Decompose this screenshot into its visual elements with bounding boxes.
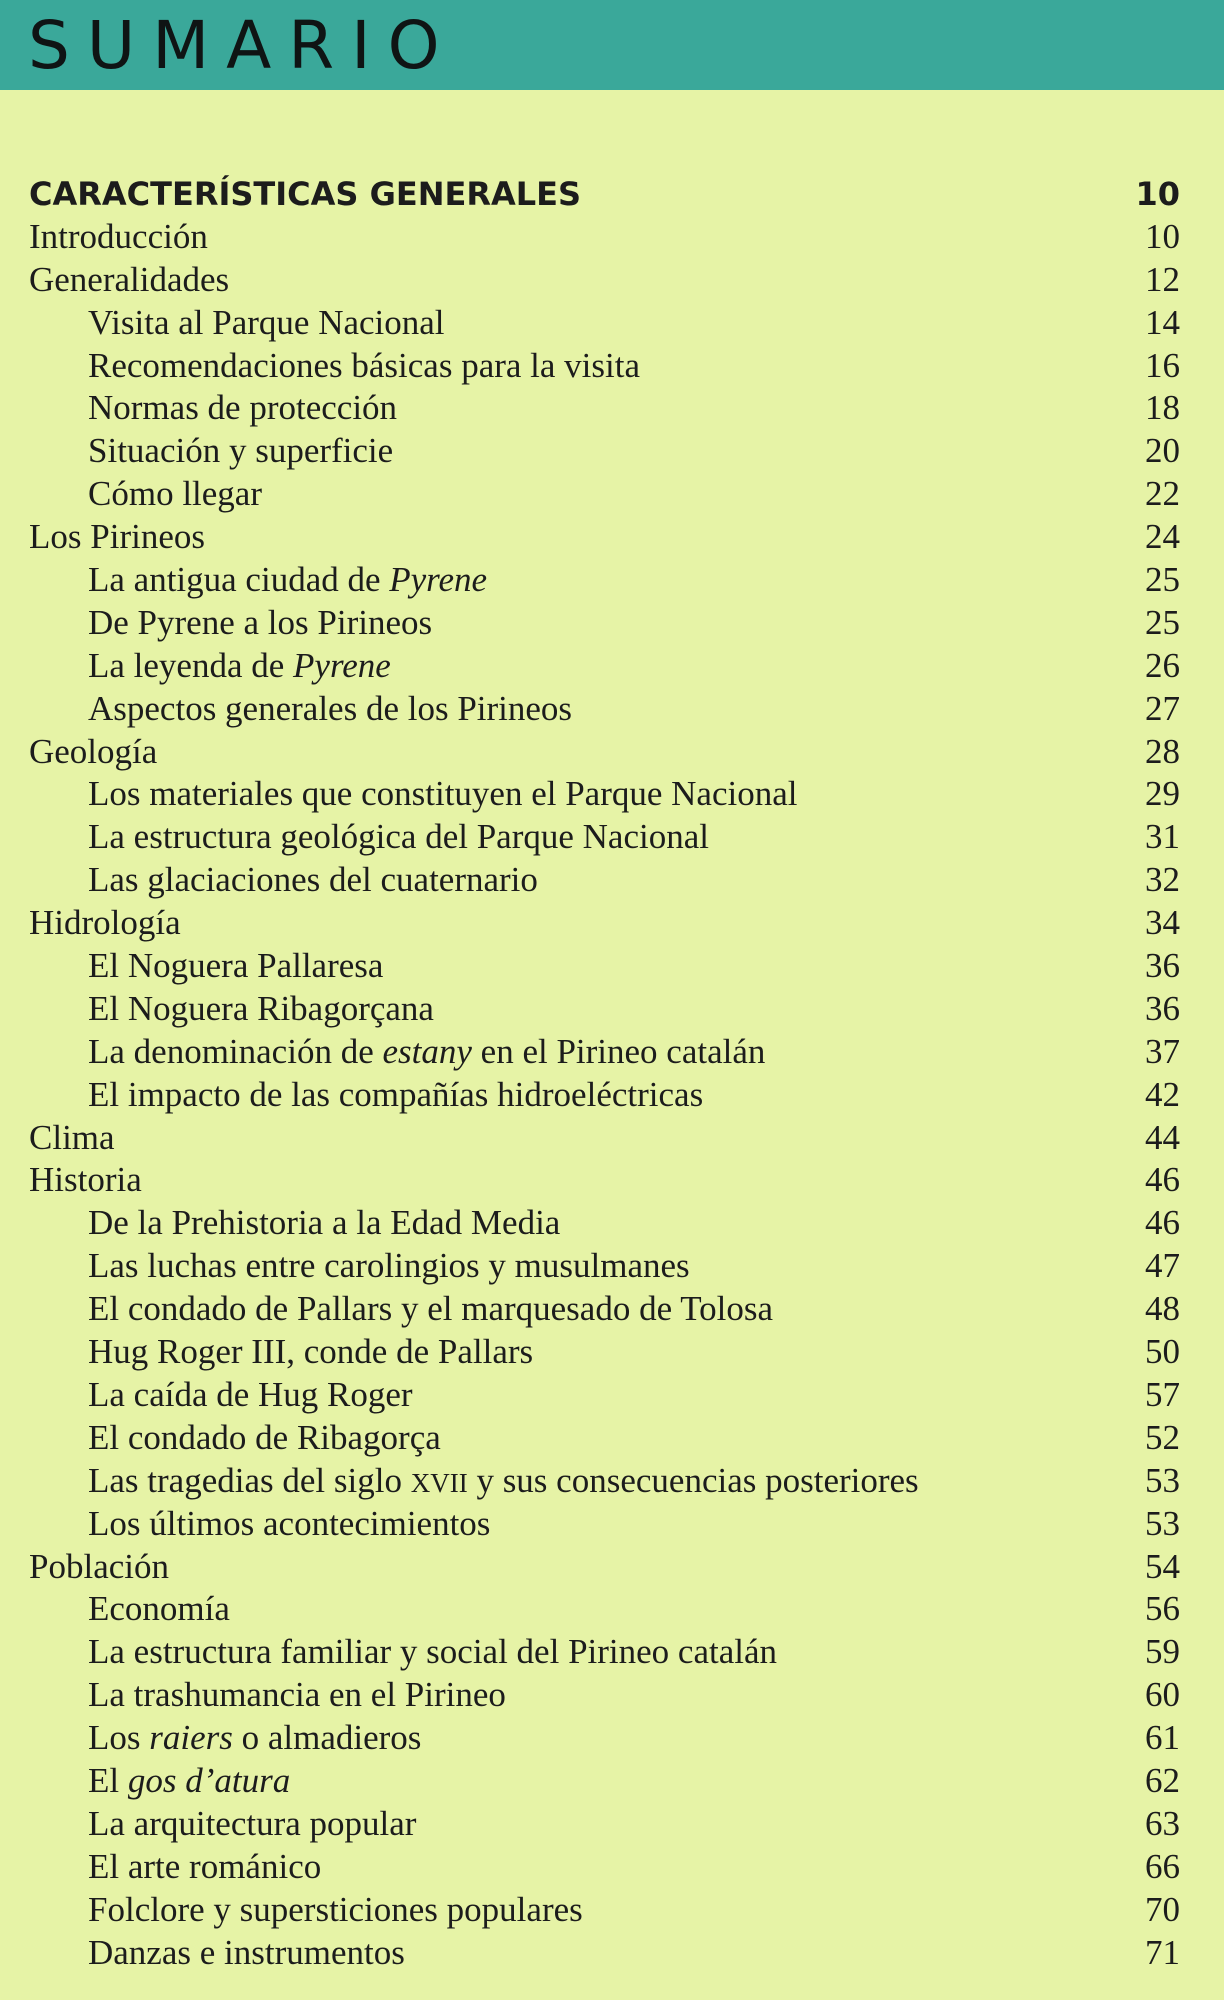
toc-entry [0, 1546, 1224, 1589]
toc-entry [0, 859, 1224, 902]
toc-entry [0, 902, 1224, 945]
toc-page-number: 34 [1145, 903, 1180, 943]
toc-page-number: 24 [1145, 517, 1180, 557]
toc-entry [0, 302, 1224, 345]
toc-entry-title: La leyenda de Pyrene [88, 645, 391, 685]
toc-entry-title: Danzas e instrumentos [88, 1932, 405, 1972]
toc-entry [0, 1417, 1224, 1460]
toc-entry [0, 688, 1224, 731]
toc-page-number: 25 [1145, 602, 1180, 642]
toc-entry-title: Situación y superficie [88, 431, 394, 471]
toc-page-number: 66 [1145, 1846, 1180, 1886]
toc-page-number: 53 [1145, 1503, 1180, 1543]
toc-entry [0, 1803, 1224, 1846]
toc-page-number: 22 [1145, 474, 1180, 514]
toc-entry-title: El impacto de las compañías hidroeléctricas [88, 1074, 704, 1114]
toc-page-number: 10 [1135, 175, 1180, 213]
toc-entry [0, 387, 1224, 430]
toc-entry-title: Recomendaciones básicas para la visita [88, 345, 641, 385]
toc-entry-title: Geología [29, 731, 158, 771]
toc-entry-title: Visita al Parque Nacional [88, 302, 445, 342]
toc-page-number: 47 [1145, 1246, 1180, 1286]
toc-section-heading [0, 173, 1224, 216]
toc-entry-title: Generalidades [29, 259, 230, 299]
page-header [0, 0, 1224, 90]
toc-entry-title: Los materiales que constituyen el Parque Nacional [88, 774, 798, 814]
toc-entry [0, 1717, 1224, 1760]
toc-entry [0, 1932, 1224, 1975]
toc-entry [0, 1374, 1224, 1417]
toc-entry [0, 430, 1224, 473]
toc-page-number: 50 [1145, 1332, 1180, 1372]
toc-entry [0, 1760, 1224, 1803]
toc-entry [0, 731, 1224, 774]
toc-page-number: 20 [1145, 431, 1180, 471]
toc-page-number: 26 [1145, 645, 1180, 685]
toc-page-number: 71 [1145, 1932, 1180, 1972]
toc-entry-title: Las luchas entre carolingios y musulmanes [88, 1246, 690, 1286]
toc-entry-title: El arte románico [88, 1846, 322, 1886]
toc-entry-title: La estructura geológica del Parque Nacional [88, 817, 709, 857]
table-of-contents [0, 173, 1224, 1974]
toc-entry [0, 1288, 1224, 1331]
toc-entry-title: Introducción [29, 216, 208, 256]
toc-entry [0, 1074, 1224, 1117]
toc-page-number: 12 [1145, 259, 1180, 299]
toc-page-number: 57 [1145, 1374, 1180, 1414]
toc-page-number: 10 [1145, 216, 1180, 256]
toc-entry-title: Folclore y supersticiones populares [88, 1889, 583, 1929]
toc-page-number: 37 [1145, 1031, 1180, 1071]
toc-entry-title: La trashumancia en el Pirineo [88, 1675, 506, 1715]
toc-page-number: 53 [1145, 1460, 1180, 1500]
toc-page-number: 52 [1145, 1417, 1180, 1457]
toc-entry-title: Hug Roger III, conde de Pallars [88, 1332, 534, 1372]
toc-entry [0, 259, 1224, 302]
toc-page-number: 32 [1145, 860, 1180, 900]
toc-page-number: 70 [1145, 1889, 1180, 1929]
toc-entry-title: Historia [29, 1160, 142, 1200]
toc-entry-title: El gos d’atura [88, 1760, 291, 1800]
toc-page-number: 36 [1145, 946, 1180, 986]
toc-page-number: 60 [1145, 1675, 1180, 1715]
toc-entry [0, 216, 1224, 259]
toc-entry [0, 473, 1224, 516]
toc-entry [0, 1245, 1224, 1288]
toc-entry-title: El condado de Pallars y el marquesado de Tolosa [88, 1289, 774, 1329]
toc-entry-title: Los últimos acontecimientos [88, 1503, 491, 1543]
toc-page-number: 36 [1145, 988, 1180, 1028]
toc-entry [0, 945, 1224, 988]
toc-page-number: 18 [1145, 388, 1180, 428]
toc-page-number: 61 [1145, 1718, 1180, 1758]
toc-entry [0, 1031, 1224, 1074]
toc-entry [0, 816, 1224, 859]
toc-entry-title: La arquitectura popular [88, 1803, 417, 1843]
toc-entry-title: Economía [88, 1589, 230, 1629]
toc-page-number: 29 [1145, 774, 1180, 814]
toc-entry [0, 1202, 1224, 1245]
toc-page-number: 16 [1145, 345, 1180, 385]
toc-page-number: 63 [1145, 1803, 1180, 1843]
toc-entry-title: La antigua ciudad de Pyrene [88, 560, 488, 600]
toc-page-number: 42 [1145, 1074, 1180, 1114]
toc-entry-title: De la Prehistoria a la Edad Media [88, 1203, 561, 1243]
toc-entry-title: La caída de Hug Roger [88, 1374, 413, 1414]
toc-page-number: 48 [1145, 1289, 1180, 1329]
toc-entry-title: Normas de protección [88, 388, 398, 428]
toc-page-number: 14 [1145, 302, 1180, 342]
toc-entry [0, 988, 1224, 1031]
toc-entry [0, 345, 1224, 388]
toc-entry [0, 1460, 1224, 1503]
toc-entry [0, 1631, 1224, 1674]
toc-entry [0, 1674, 1224, 1717]
toc-entry-title: El Noguera Pallaresa [88, 946, 384, 986]
page-title: SUMARIO [28, 7, 457, 84]
toc-page-number: 46 [1145, 1203, 1180, 1243]
toc-entry [0, 1846, 1224, 1889]
toc-entry-title: Los Pirineos [29, 517, 205, 557]
toc-page-number: 31 [1145, 817, 1180, 857]
toc-entry-title: La estructura familiar y social del Pirineo catalán [88, 1632, 778, 1672]
toc-page-number: 54 [1145, 1546, 1180, 1586]
toc-entry [0, 773, 1224, 816]
toc-page-number: 62 [1145, 1760, 1180, 1800]
toc-entry [0, 1503, 1224, 1546]
toc-page-number: 59 [1145, 1632, 1180, 1672]
toc-entry [0, 1588, 1224, 1631]
toc-entry [0, 1159, 1224, 1202]
toc-entry [0, 1331, 1224, 1374]
toc-entry-title: Aspectos generales de los Pirineos [88, 688, 573, 728]
toc-entry [0, 645, 1224, 688]
toc-entry-title: El condado de Ribagorça [88, 1417, 441, 1457]
toc-entry-title: Hidrología [29, 903, 181, 943]
toc-entry-title: CARACTERÍSTICAS GENERALES [29, 175, 582, 213]
toc-entry [0, 1117, 1224, 1160]
toc-page-number: 46 [1145, 1160, 1180, 1200]
toc-entry-title: Las glaciaciones del cuaternario [88, 860, 538, 900]
toc-entry-title: La denominación de estany en el Pirineo catalán [88, 1031, 766, 1071]
toc-entry-title: Cómo llegar [88, 474, 262, 514]
toc-page-number: 44 [1145, 1117, 1180, 1157]
toc-page-number: 25 [1145, 560, 1180, 600]
toc-page-number: 27 [1145, 688, 1180, 728]
toc-entry-title: Las tragedias del siglo XVII y sus consecuencias posteriores [88, 1460, 919, 1500]
toc-entry-title: Clima [29, 1117, 115, 1157]
toc-entry-title: De Pyrene a los Pirineos [88, 602, 433, 642]
toc-entry-title: Los raiers o almadieros [88, 1718, 422, 1758]
toc-entry [0, 1889, 1224, 1932]
toc-page-number: 56 [1145, 1589, 1180, 1629]
toc-entry-title: Población [29, 1546, 169, 1586]
toc-entry [0, 602, 1224, 645]
toc-page-number: 28 [1145, 731, 1180, 771]
toc-entry [0, 516, 1224, 559]
toc-entry-title: El Noguera Ribagorçana [88, 988, 434, 1028]
toc-entry [0, 559, 1224, 602]
